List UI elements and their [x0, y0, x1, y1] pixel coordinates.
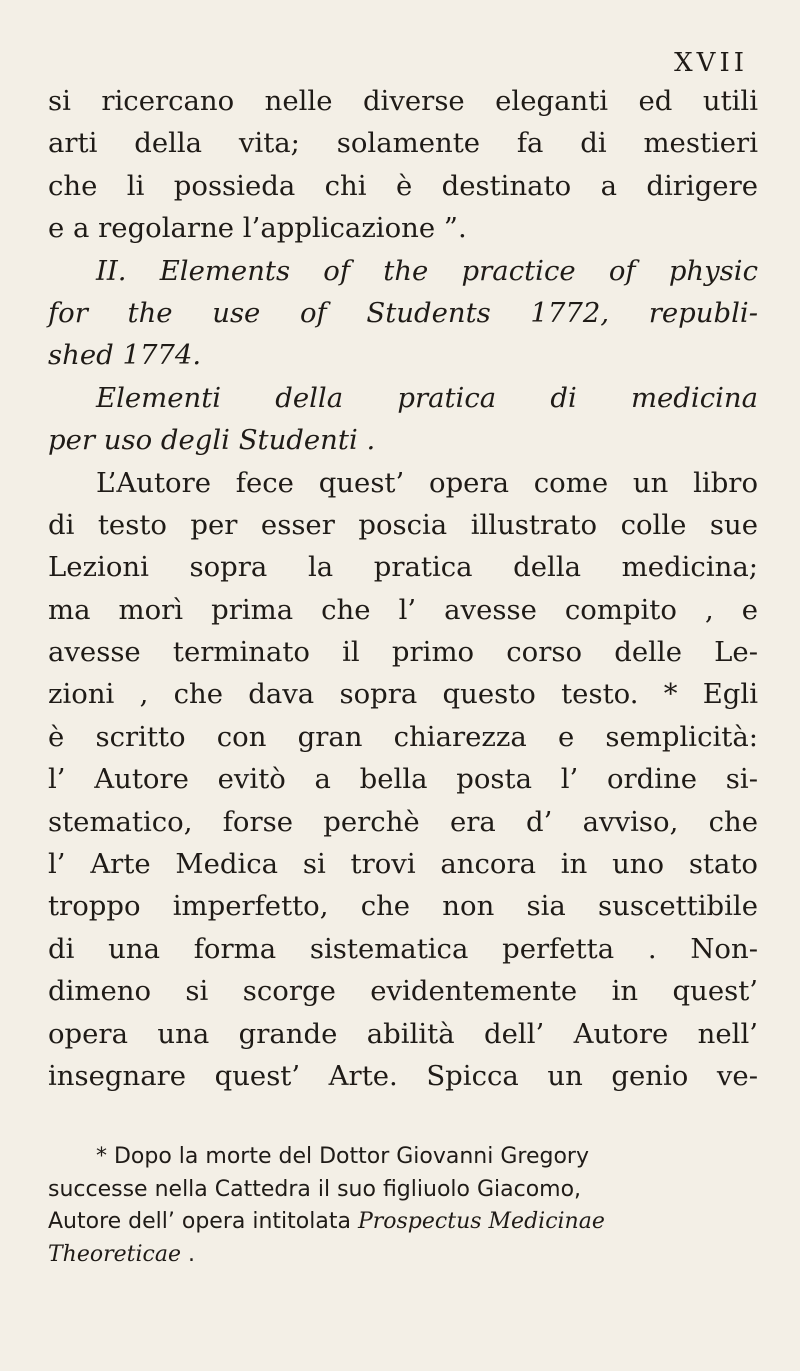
footnote-text: Autore dell’ opera intitolata	[48, 1209, 351, 1234]
book-title-it: per uso degli Studenti .	[48, 424, 376, 457]
text-line: l’ Autore evitò a bella posta l’ ordine si-	[48, 763, 758, 796]
text-line: opera una grande abilità dell’ Autore nell’	[48, 1017, 758, 1050]
text-line: si ricercano nelle diverse eleganti ed utili	[48, 85, 758, 117]
footnote-end: .	[180, 1241, 195, 1267]
text-line: di testo per esser poscia illustrato colle sue	[48, 508, 758, 541]
text-line: insegnare quest’ Arte. Spicca un genio ve-	[48, 1059, 758, 1092]
text-line: che li possieda chi è destinato a dirigere	[48, 169, 758, 202]
body-text	[48, 80, 758, 1097]
footnote-line: * Dopo la morte del Dottor Giovanni Gregory	[96, 1144, 589, 1169]
text-line: avesse terminato il primo corso delle Le-	[48, 636, 758, 669]
footnote-line	[48, 1239, 758, 1272]
page-number: XVII	[674, 48, 748, 78]
text-line: zioni , che dava sopra questo testo. * Egli	[48, 678, 758, 711]
book-title-en: for the use of Students 1772, republi-	[48, 296, 758, 329]
text-line: di una forma sistematica perfetta . Non-	[48, 932, 758, 965]
footnote-line	[48, 1206, 758, 1239]
text-line: arti della vita; solamente fa di mestieri	[48, 127, 758, 160]
book-title-it: Elementi della pratica di medicina	[96, 381, 758, 414]
book-title-en: shed 1774.	[48, 339, 202, 372]
text-line: l’ Arte Medica si trovi ancora in uno stato	[48, 848, 758, 881]
footnote-work-title: Prospectus Medicinae	[357, 1209, 605, 1234]
text-line: troppo imperfetto, che non sia suscettibile	[48, 890, 758, 923]
text-line: Lezioni sopra la pratica della medicina;	[48, 551, 758, 584]
footnote-work-title: Theoreticae	[48, 1241, 181, 1267]
footnote	[48, 1141, 758, 1271]
text-line: L’Autore fece quest’ opera come un libro	[96, 466, 758, 499]
text-line: dimeno si scorge evidentemente in quest’	[48, 975, 758, 1008]
text-line: stematico, forse perchè era d’ avviso, che	[48, 805, 758, 838]
book-title-en: II. Elements of the practice of physic	[96, 254, 758, 287]
footnote-line: successe nella Cattedra il suo figliuolo Giacomo,	[48, 1176, 582, 1202]
text-line: è scritto con gran chiarezza e semplicità:	[48, 720, 758, 753]
text-line: ma morì prima che l’ avesse compito , e	[48, 593, 758, 626]
text-line: e a regolarne l’applicazione ”.	[48, 212, 467, 245]
